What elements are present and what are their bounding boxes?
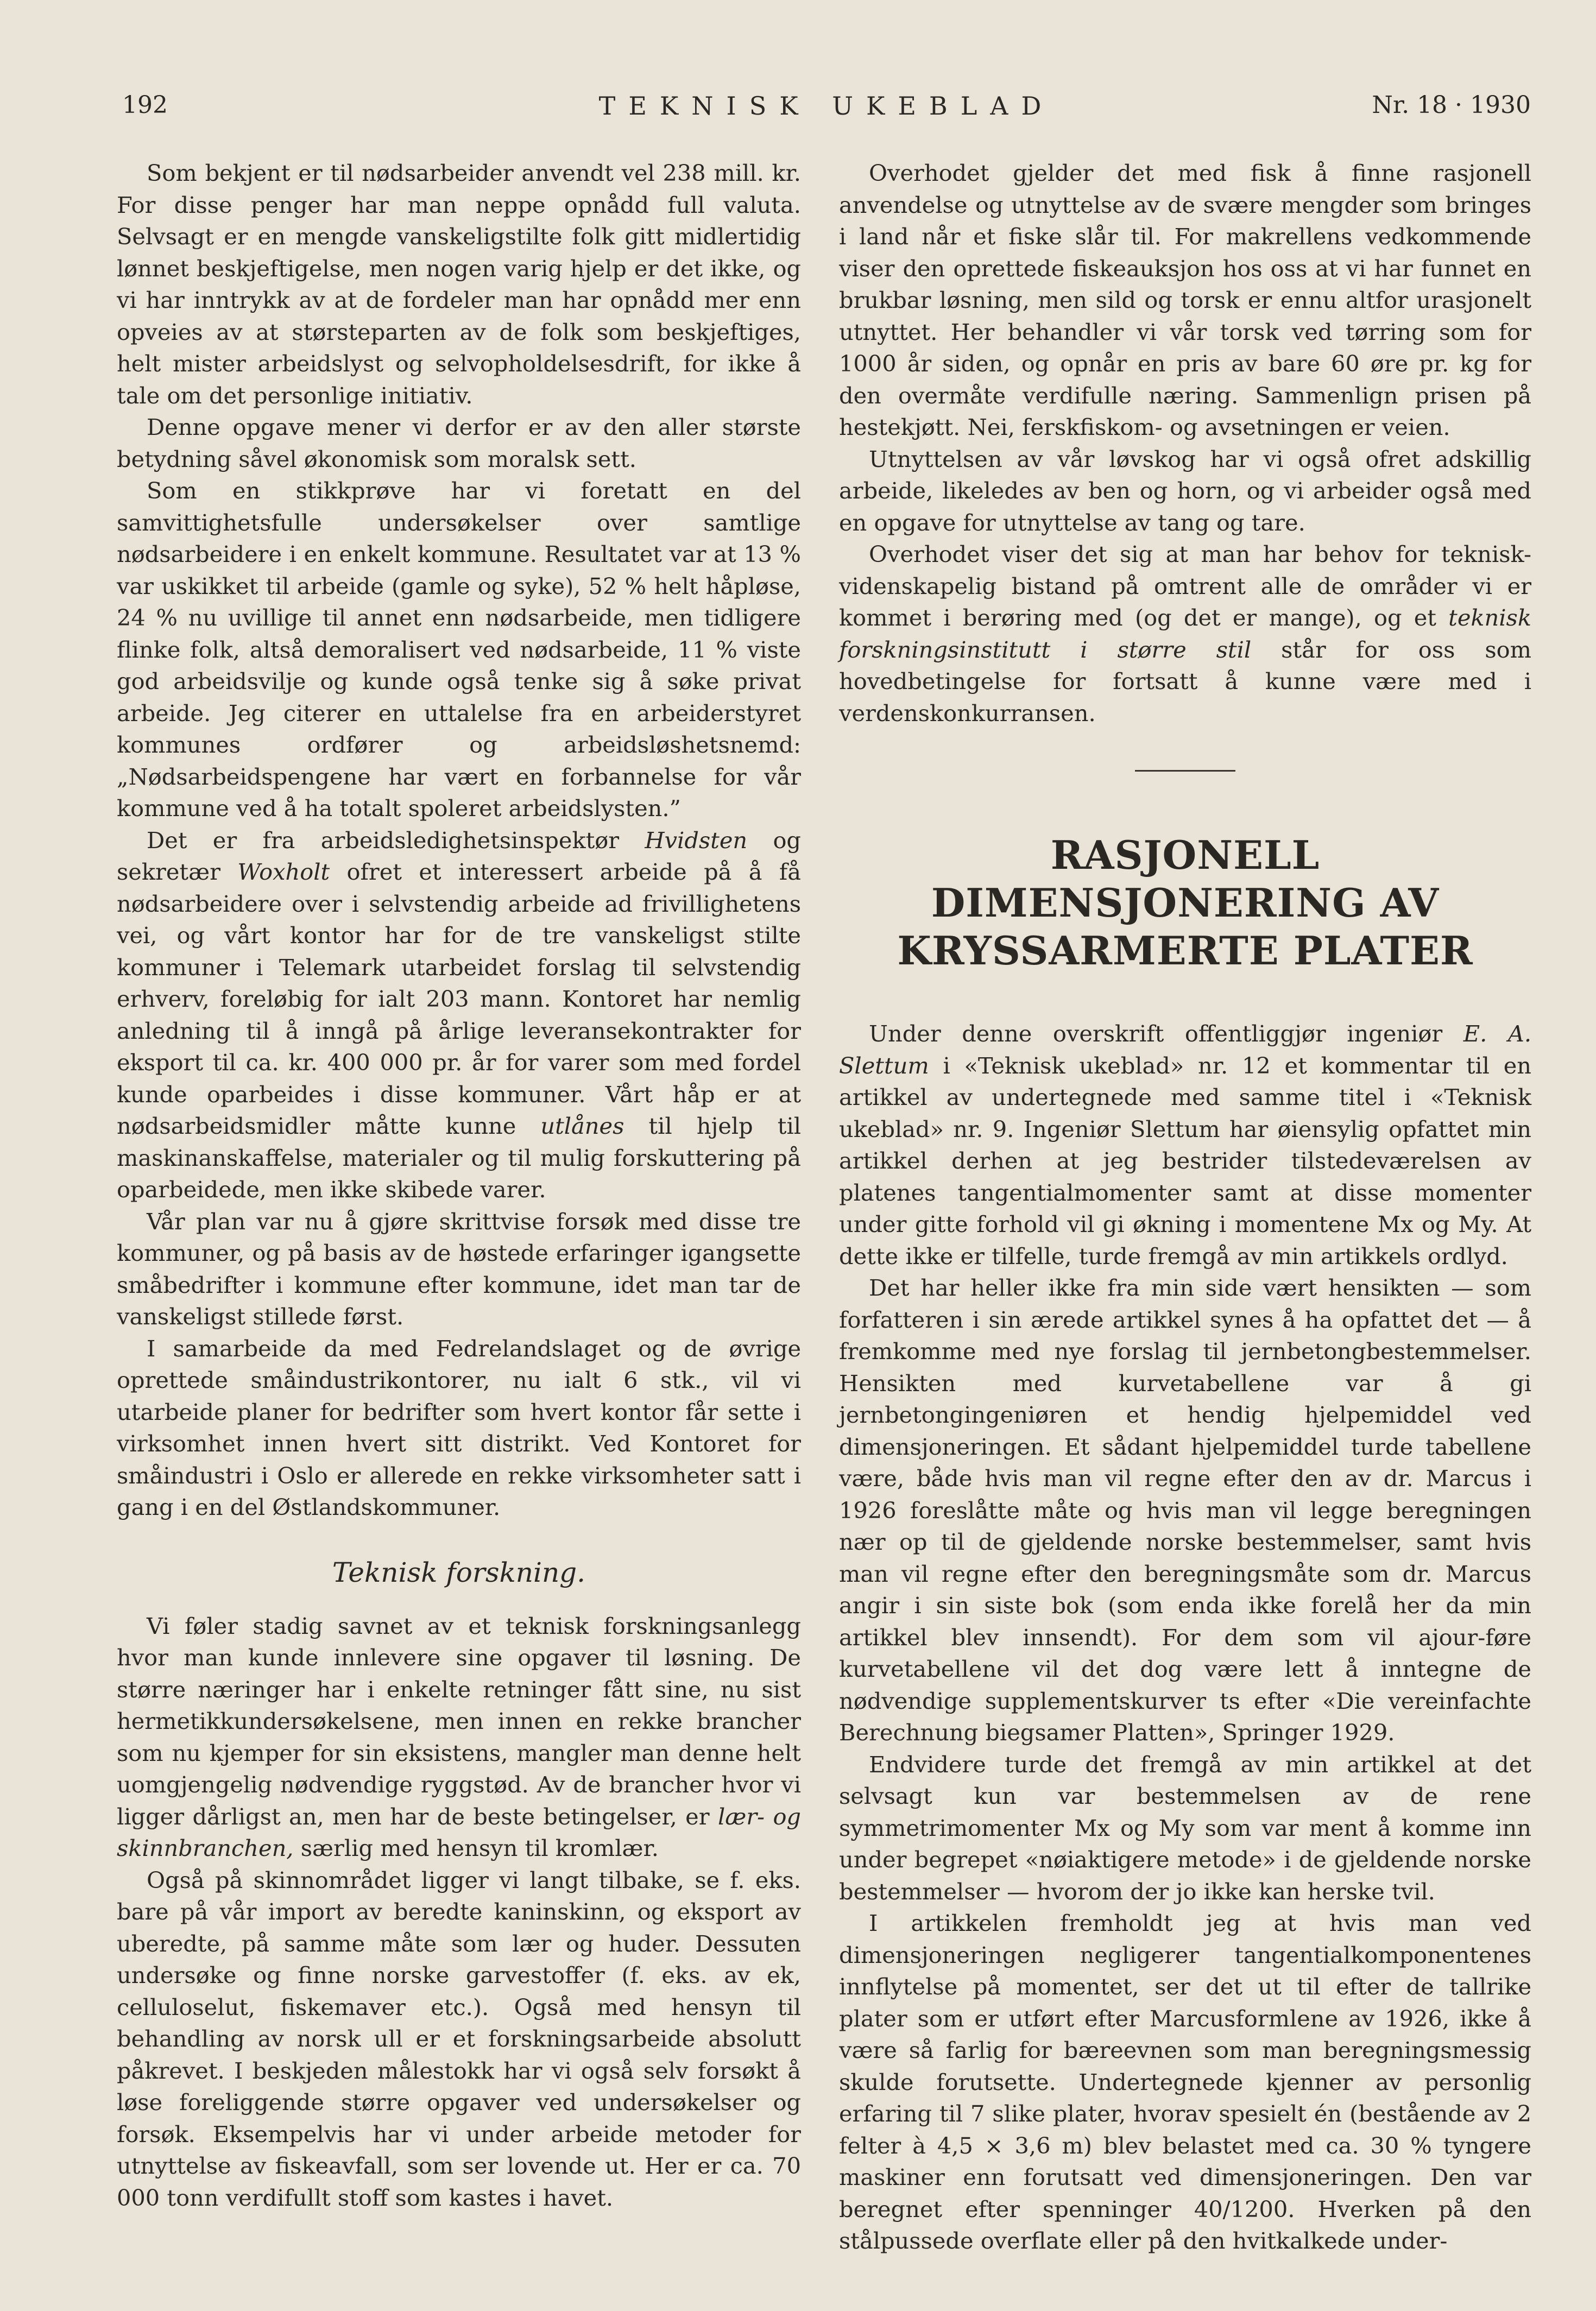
paragraph: Også på skinnområdet ligger vi langt tilbake, se f. eks. bare på vår import av beredte kaninskinn, og eksport av uberedte, på samme måte som lær og huder. Dessuten undersøke og finne norske garvestoffer (f. eks. av ek, celluloselut, fiskemaver etc.). Også med hensyn til behandling av norsk ull er et forskningsarbeide absolutt påkrevet. I beskjeden målestokk har vi også selv forsøkt å løse foreliggende større opgaver ved undersøkelser og forsøk. Eksempelvis har vi under arbeide metoder for utnyttelse av fiskeavfall, som ser lovende ut. Her er ca. 70 000 tonn verdifullt stoff som kastes i havet. — [117, 1866, 801, 2211]
right-column — [839, 157, 1531, 2257]
paragraph: I samarbeide da med Fedrelandslaget og de øvrige oprettede småindustrikontorer, nu ialt 6 stk., vil vi utarbeide planer for bedrifter som hvert kontor får sette i virksomhet innen hvert sitt distrikt. Ved Kontoret for småindustri i Oslo er allerede en rekke virksomheter satt i gang i en del Østlandskommuner. — [117, 1335, 801, 1520]
emphasis: teknisk forskningsinstitutt i større stil — [839, 604, 1531, 663]
paragraph: Overhodet viser det sig at man har behov for teknisk-videnskapelig bistand på omtrent alle de områder vi er kommet i berøring med (og det er mange), og et teknisk forskningsinstitutt i større stil står for oss som hovedbetingelse for fortsatt å kunne være med i verdenskonkurransen. — [839, 541, 1531, 727]
paragraph: Det har heller ikke fra min side vært hensikten — som forfatteren i sin ærede artikkel synes å ha opfattet det — å fremkomme med nye forslag til jernbetongbestemmelser. Hensikten med kurvetabellene var å gi jernbetongingeniøren et hendig hjelpemiddel ved dimensjoneringen. Et sådant hjelpemiddel turde tabellene være, både hvis man vil regne efter den av dr. Marcus i 1926 foreslåtte måte og hvis man vil legge beregningen nær op til de gjeldende norske bestemmelser, samt hvis man vil regne efter den beregningsmåte som dr. Marcus angir i sin siste bok (som enda ikke forelå her da min artikkel blev innsendt). For dem som vil ajour-føre kurvetabellene vil det dog være lett å inntegne de nødvendige supplementskurver ts efter «Die vereinfachte Berechnung biegsamer Platten», Springer 1929. — [839, 1274, 1531, 1746]
author-name: E. A. Slettum — [839, 1020, 1532, 1079]
section-heading: Teknisk forskning. — [332, 1556, 586, 1588]
paragraph: Denne opgave mener vi derfor er av den aller største betydning såvel økonomisk som moralsk sett. — [117, 414, 801, 472]
issue-number: Nr. 18 · 1930 — [1372, 91, 1531, 119]
emphasis: Woxholt — [237, 858, 330, 885]
emphasis: Hvidsten — [645, 826, 748, 854]
paragraph: Vår plan var nu å gjøre skrittvise forsøk med disse tre kommuner, og på basis av de høstede erfaringer igangsette småbedrifter i kommune efter kommune, idet man tar de vanskeligst stillede først. — [117, 1208, 801, 1330]
paragraph: Utnyttelsen av vår løvskog har vi også ofret adskillig arbeide, likeledes av ben og horn, og vi arbeider også med en opgave for utnyttelse av tang og tare. — [839, 445, 1531, 536]
emphasis: lær- og skinnbranchen, — [117, 1803, 801, 1861]
paragraph: Som en stikkprøve har vi foretatt en del samvittighetsfulle undersøkelser over samtlige nødsarbeidere i en enkelt kommune. Resultatet var at 13 % var uskikket til arbeide (gamle og syke), 52 % helt håpløse, 24 % nu uvillige til annet enn nødsarbeide, men tidligere flinke folk, altså demoralisert ved nødsarbeide, 11 % viste god arbeidsvilje og kunde også tenke sig å søke privat arbeide. Jeg citerer en uttalelse fra en arbeiderstyret kommunes ordfører og arbeidsløshetsnemd: „Nødsarbeidspengene har vært en forbannelse for vår kommune ved å ha totalt spoleret arbeidslysten.” — [117, 477, 801, 822]
paragraph: I artikkelen fremholdt jeg at hvis man ved dimensjoneringen negligerer tangentialkomponentenes innflytelse på momentet, ser det ut til efter de tallrike plater som er utført efter Marcusformlene av 1926, ikke å være så farlig for bæreevnen som man beregningsmessig skulde forutsette. Undertegnede kjenner av personlig erfaring til 7 slike plater, hvorav spesielt én (bestående av 2 felter à 4,5 × 3,6 m) blev belastet med ca. 30 % tyngere maskiner enn forutsatt ved dimensjoneringen. Den var beregnet efter spenninger 40/1200. Hverken på den stålpussede overflate eller på den hvitkalkede under- — [839, 1910, 1531, 2254]
section-divider — [1135, 770, 1235, 772]
page-header — [122, 91, 1531, 129]
paragraph: Vi føler stadig savnet av et teknisk forskningsanlegg hvor man kunde innlevere sine opgaver til løsning. De større næringer har i enkelte retninger fått sine, nu sist hermetikkundersøkelsene, men innen en rekke brancher som nu kjemper for sin eksistens, mangler man denne helt uomgjengelig nødvendige ryggstød. Av de brancher hvor vi ligger dårligst an, men har de beste betingelser, er lær- og skinnbranchen, særlig med hensyn til kromlær. — [117, 1612, 801, 1861]
page-number: 192 — [122, 91, 168, 119]
paragraph: Endvidere turde det fremgå av min artikkel at det selvsagt kun var bestemmelsen av de rene symmetrimomenter Mx og My som var ment å komme inn under begrepet «nøiaktigere metode» i de gjeldende norske bestemmelser — hvorom der jo ikke kan herske tvil. — [839, 1751, 1531, 1905]
paragraph: Overhodet gjelder det med fisk å finne rasjonell anvendelse og utnyttelse av de svære mengder som bringes i land når et fiske slår til. For makrellens vedkommende viser den oprettede fiskeauksjon hos oss at vi har funnet en brukbar løsning, men sild og torsk er ennu altfor urasjonelt utnyttet. Her behandler vi vår torsk ved tørring som for 1000 år siden, og opnår en pris av bare 60 øre pr. kg for den overmåte verdifulle næring. Sammenlign prisen på hestekjøtt. Nei, ferskfiskom- og avsetningen er veien. — [839, 160, 1531, 440]
article-title: RASJONELL DIMENSJONERING AV KRYSSARMERTE PLATER — [897, 832, 1473, 974]
left-column — [117, 157, 801, 2214]
paragraph: Som bekjent er til nødsarbeider anvendt vel 238 mill. kr. For disse penger har man neppe opnådd full valuta. Selvsagt er en mengde vanskeligstilte folk gitt midlertidig lønnet beskjeftigelse, men nogen varig hjelp er det ikke, og vi har inntrykk av at de fordeler man har opnådd mer enn opveies av at størsteparten av de folk som beskjeftiges, helt mister arbeidslyst og selvopholdelsesdrift, for ikke å tale om det personlige initiativ. — [117, 160, 801, 409]
emphasis: utlånes — [540, 1113, 624, 1139]
paragraph: Det er fra arbeidsledighetsinspektør Hvidsten og sekretær Woxholt ofret et interessert arbeide på å få nødsarbeidere over i selvstendig arbeide ad frivillighetens vei, og vårt kontor har for de tre vanskeligst stilte kommuner i Telemark utarbeidet forslag til selvstendig erhverv, foreløbig for ialt 203 mann. Kontoret har nemlig anledning til å inngå på årlige leveransekontrakter for eksport til ca. kr. 400 000 pr. år for varer som med fordel kunde oparbeides i disse kommuner. Vårt håp er at nødsarbeidsmidler måtte kunne utlånes til hjelp til maskinanskaffelse, materialer og til mulig forskuttering på oparbeidede, men ikke skibede varer. — [117, 826, 801, 1203]
journal-title: TEKNISK UKEBLAD — [598, 91, 1055, 121]
paragraph: Under denne overskrift offentliggjør ingeniør E. A. Slettum i «Teknisk ukeblad» nr. 12 et kommentar til en artikkel av undertegnede med samme titel i «Teknisk ukeblad» nr. 9. Ingeniør Slettum har øiensylig opfattet min artikkel derhen at jeg bestrider tilstedeværelsen av platenes tangentialmomenter samt at disse momenter under gitte forhold vil gi økning i momentene Mx og My. At dette ikke er tilfelle, turde fremgå av min artikkels ordlyd. — [839, 1020, 1532, 1270]
